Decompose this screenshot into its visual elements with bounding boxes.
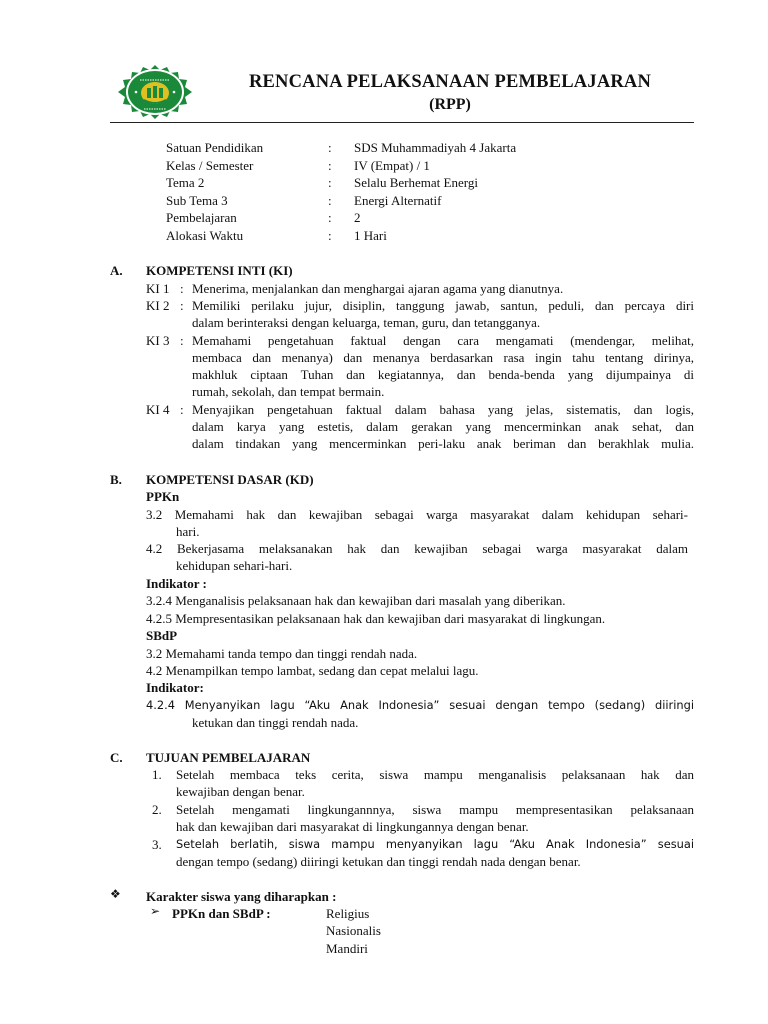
ki-colon: : bbox=[180, 281, 184, 296]
ki3-text-line: rumah, sekolah, dan tempat bermain. bbox=[192, 384, 385, 399]
identity-label: Tema 2 bbox=[166, 175, 205, 190]
identity-row bbox=[166, 175, 666, 192]
ki1-label: KI 1 bbox=[146, 281, 170, 296]
ki-colon: : bbox=[180, 402, 184, 417]
indikator-4-2-5: 4.2.5 Mempresentasikan pelaksanaan hak dan kewajiban dari masyarakat di lingkungan. bbox=[146, 611, 606, 626]
tujuan-3-line: dengan tempo (sedang) diiringi ketukan dan tinggi rendah nada dengan benar. bbox=[176, 854, 581, 869]
section-a-title: KOMPETENSI INTI (KI) bbox=[146, 263, 293, 278]
indikator-3-2-4: 3.2.4 Menganalisis pelaksanaan hak dan kewajiban dari masalah yang diberikan. bbox=[146, 593, 566, 608]
identity-row bbox=[166, 140, 666, 157]
kd-4-2-line: kehidupan sehari-hari. bbox=[176, 558, 293, 573]
indikator-4-2-4-line: ketukan dan tinggi rendah nada. bbox=[192, 715, 359, 730]
ki3-text-line: makhluk ciptaan Tuhan dan kegiatannya, dan benda-benda yang dijumpainya di bbox=[192, 367, 694, 382]
tujuan-2-line: hak dan kewajiban dari masyarakat di lingkungannya dengan benar. bbox=[176, 819, 529, 834]
ki4-text-line: dalam karya yang estetis, dalam gerakan yang mencerminkan anak sehat, dan bbox=[192, 419, 694, 434]
identity-value: Selalu Berhemat Energi bbox=[354, 175, 478, 190]
tujuan-number: 1. bbox=[152, 767, 162, 782]
identity-colon: : bbox=[328, 210, 332, 225]
tujuan-2-line: Setelah mengamati lingkungannnya, siswa mampu mempresentasikan pelaksanaan bbox=[176, 802, 694, 817]
header-rule bbox=[110, 122, 694, 123]
tujuan-number: 3. bbox=[152, 837, 162, 852]
section-c-letter: C. bbox=[110, 750, 123, 765]
ki2-label: KI 2 bbox=[146, 298, 170, 313]
identity-label: Satuan Pendidikan bbox=[166, 140, 264, 155]
ki2-text-line: Memiliki perilaku jujur, disiplin, tanggung jawab, santun, peduli, dan percaya diri bbox=[192, 298, 694, 313]
ki4-text-line: dalam tindakan yang mencerminkan peri-laku anak beriman dan berakhlak mulia. bbox=[192, 436, 694, 451]
subject-ppkn: PPKn bbox=[146, 489, 180, 504]
ki4-text-line: Menyajikan pengetahuan faktual dalam bahasa yang jelas, sistematis, dan logis, bbox=[192, 402, 694, 417]
identity-value: Energi Alternatif bbox=[354, 193, 442, 208]
identity-label: Kelas / Semester bbox=[166, 158, 254, 173]
ki3-text-line: membaca dan menanya) dan menanya berdasarkan rasa ingin tahu tentang dirinya, bbox=[192, 350, 694, 365]
document-title: RENCANA PELAKSANAAN PEMBELAJARAN bbox=[248, 72, 652, 92]
ki3-text-line: Memahami pengetahuan faktual dengan cara mengamati (mendengar, melihat, bbox=[192, 333, 694, 348]
identity-label: Sub Tema 3 bbox=[166, 193, 228, 208]
identity-row bbox=[166, 228, 666, 245]
section-b-title: KOMPETENSI DASAR (KD) bbox=[146, 472, 314, 487]
identity-value: 1 Hari bbox=[354, 228, 387, 243]
tujuan-1-line: Setelah membaca teks cerita, siswa mampu menganalisis pelaksanaan hak dan bbox=[176, 767, 694, 782]
identity-colon: : bbox=[328, 175, 332, 190]
ki2-text-line: dalam berinteraksi dengan keluarga, teman, guru, dan tetangganya. bbox=[192, 315, 541, 330]
ki1-text: Menerima, menjalankan dan menghargai ajaran agama yang dianutnya. bbox=[192, 281, 564, 296]
kd-4-2-line: 4.2 Bekerjasama melaksanakan hak dan kewajiban sebagai warga masyarakat dalam bbox=[146, 541, 688, 556]
identity-row bbox=[166, 158, 666, 175]
section-b-letter: B. bbox=[110, 472, 122, 487]
sbdp-kd-4-2: 4.2 Menampilkan tempo lambat, sedang dan cepat melalui lagu. bbox=[146, 663, 479, 678]
document-subtitle: (RPP) bbox=[429, 96, 471, 113]
diamond-bullet-icon: ❖ bbox=[110, 887, 121, 901]
section-a-letter: A. bbox=[110, 263, 123, 278]
section-c-title: TUJUAN PEMBELAJARAN bbox=[146, 750, 311, 765]
identity-value: SDS Muhammadiyah 4 Jakarta bbox=[354, 140, 517, 155]
kd-3-2-line: hari. bbox=[176, 524, 200, 539]
arrow-bullet-icon: ➢ bbox=[150, 904, 161, 918]
indikator-heading: Indikator : bbox=[146, 576, 207, 591]
karakter-title: Karakter siswa yang diharapkan : bbox=[146, 889, 337, 904]
identity-label: Alokasi Waktu bbox=[166, 228, 244, 243]
kd-3-2-line: 3.2 Memahami hak dan kewajiban sebagai warga masyarakat dalam kehidupan sehari- bbox=[146, 507, 688, 522]
identity-row bbox=[166, 193, 666, 210]
tujuan-number: 2. bbox=[152, 802, 162, 817]
identity-colon: : bbox=[328, 228, 332, 243]
subject-sbdp: SBdP bbox=[146, 628, 178, 643]
identity-colon: : bbox=[328, 193, 332, 208]
karakter-value: Religius bbox=[326, 906, 370, 921]
ki4-label: KI 4 bbox=[146, 402, 170, 417]
indikator-heading: Indikator: bbox=[146, 680, 204, 695]
tujuan-3-line: Setelah berlatih, siswa mampu menyanyikan lagu “Aku Anak Indonesia” sesuai bbox=[176, 837, 694, 851]
karakter-value: Nasionalis bbox=[326, 923, 381, 938]
sbdp-kd-3-2: 3.2 Memahami tanda tempo dan tinggi rendah nada. bbox=[146, 646, 418, 661]
identity-value: 2 bbox=[354, 210, 361, 225]
identity-colon: : bbox=[328, 140, 332, 155]
tujuan-1-line: kewajiban dengan benar. bbox=[176, 784, 305, 799]
indikator-4-2-4-line: 4.2.4 Menyanyikan lagu “Aku Anak Indonesia” sesuai dengan tempo (sedang) diiringi bbox=[146, 698, 694, 712]
identity-colon: : bbox=[328, 158, 332, 173]
ki-colon: : bbox=[180, 298, 184, 313]
karakter-value: Mandiri bbox=[326, 941, 368, 956]
ki-colon: : bbox=[180, 333, 184, 348]
identity-row bbox=[166, 210, 666, 227]
ki3-label: KI 3 bbox=[146, 333, 170, 348]
karakter-subject: PPKn dan SBdP : bbox=[172, 906, 271, 921]
identity-label: Pembelajaran bbox=[166, 210, 237, 225]
identity-value: IV (Empat) / 1 bbox=[354, 158, 430, 173]
